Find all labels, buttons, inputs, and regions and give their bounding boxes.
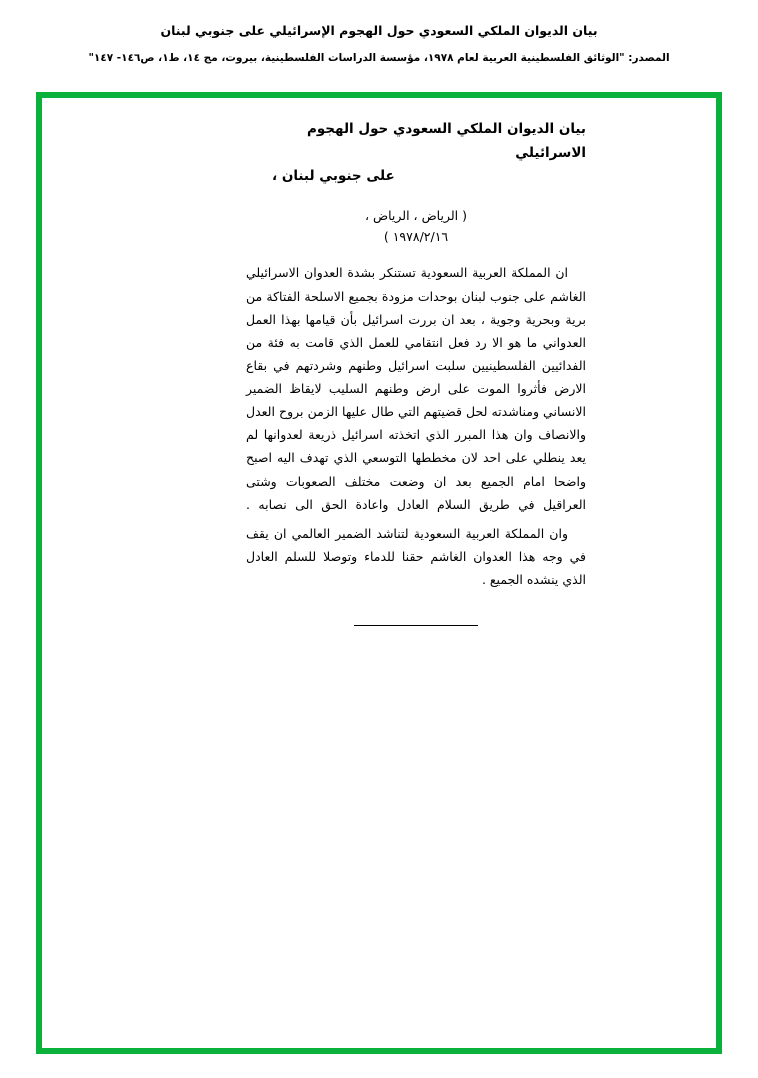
header-source: المصدر: "الوثائق الفلسطينية العربية لعام ١٩٧٨، مؤسسة الدراسات الفلسطينية، بيروت، مج ١٤، ط١، ص١٤٦- ١٤٧" (88, 51, 670, 64)
page-header (0, 0, 758, 67)
document-title-line-1: بيان الديوان الملكي السعودي حول الهجوم الاسرائيلي (306, 121, 586, 161)
document-content (246, 118, 586, 626)
header-title: بيان الديوان الملكي السعودي حول الهجوم الإسرائيلي على جنوبي لبنان (160, 23, 598, 38)
place-line: ( الرياض ، الرياض ، (365, 207, 467, 223)
document-place-date (246, 205, 586, 248)
document-title (246, 118, 586, 189)
date-line: ١٩٧٨/٢/١٦ ) (383, 229, 449, 245)
paragraph-1: ان المملكة العربية السعودية تستنكر بشدة العدوان الاسرائيلي الغاشم على جنوب لبنان بوحدات مزودة بجميع الاسلحة الفتاكة من برية وبحرية وجوية ، بعد ان بررت اسرائيل بأن قيامها بهذا العمل العدواني ما هو الا رد فعل انتقامي للعمل الذي قامت به فئة من الفدائيين الفلسطينيين سلبت اسرائيل وطنهم وشردتهم في بقاع الارض فأثروا الموت على ارض وطنهم السليب لايقاظ الضمير الانساني ومناشدته لحل قضيتهم التي طال عليها الزمن بروح العدل والانصاف وان هذا المبرر الذي اتخذته اسرائيل ذريعة لعدوانها لم يعد ينطلي على احد لان مخططها التوسعي الذي تهدف اليه اصبح واضحا امام الجميع بعد ان وضعت مختلف الصعوبات وشتى العراقيل في طريق السلام العادل واعادة الحق الى نصابه . (246, 265, 586, 512)
document-title-line-2: على جنوبي لبنان ، (272, 168, 395, 185)
paragraph-2: وان المملكة العربية السعودية لتناشد الضمير العالمي ان يقف في وجه هذا العدوان الغاشم حقنا للدماء وتوصلا للسلم العادل الذي ينشده الجميع . (246, 525, 586, 587)
end-divider (354, 625, 478, 626)
